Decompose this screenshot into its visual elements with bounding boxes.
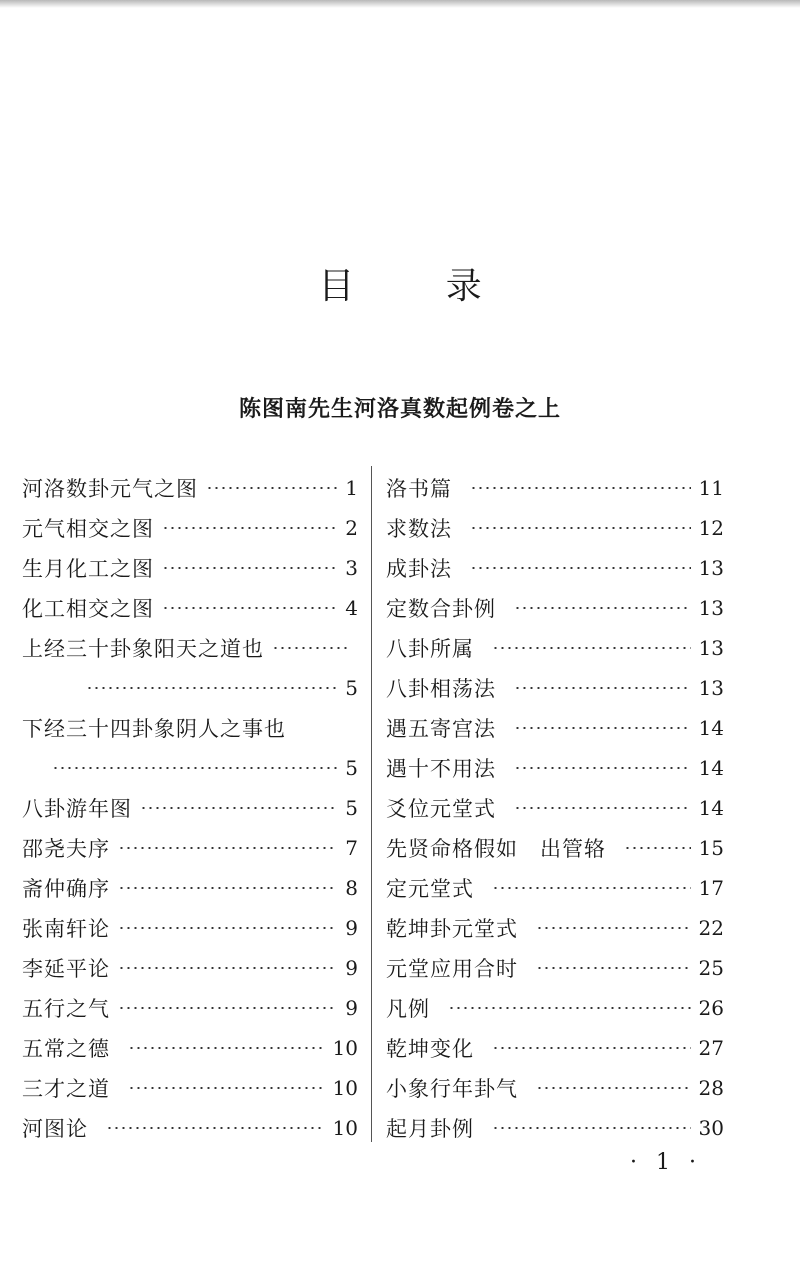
toc-entry-page: 5 xyxy=(345,796,358,820)
toc-entry-continuation[interactable] xyxy=(22,668,358,708)
toc-entry-title: 生月化工之图 xyxy=(22,557,154,581)
toc-entry[interactable] xyxy=(386,1068,724,1108)
toc-entry-title: 元气相交之图 xyxy=(22,517,154,541)
dot-leader xyxy=(118,847,337,849)
toc-entry-title: 元堂应用合时 xyxy=(386,957,518,981)
toc-entry[interactable] xyxy=(22,788,358,828)
toc-entry-title: 小象行年卦气 xyxy=(386,1077,518,1101)
toc-entry-page: 9 xyxy=(345,996,358,1020)
toc-entry[interactable] xyxy=(386,1028,724,1068)
toc-entry-title: 成卦法 xyxy=(386,557,452,581)
toc-entry-title: 河洛数卦元气之图 xyxy=(22,477,198,501)
dot-leader xyxy=(514,607,691,609)
toc-entry[interactable] xyxy=(386,548,724,588)
toc-entry-title: 八卦所属 xyxy=(386,637,474,661)
toc-entry-page: 14 xyxy=(698,716,724,740)
toc-entry-page: 22 xyxy=(698,916,724,940)
dot-leader xyxy=(514,687,691,689)
toc-entry[interactable] xyxy=(386,1108,724,1148)
toc-entry[interactable] xyxy=(386,628,724,668)
toc-entry-page: 2 xyxy=(345,516,358,540)
toc-right-column xyxy=(386,468,724,1148)
toc-entry-page: 17 xyxy=(698,876,724,900)
toc-entry[interactable] xyxy=(22,628,358,668)
toc-entry-page: 13 xyxy=(698,596,724,620)
toc-entry[interactable] xyxy=(22,508,358,548)
toc-entry-continuation[interactable] xyxy=(22,748,358,788)
toc-entry[interactable] xyxy=(22,868,358,908)
page-edge-shadow xyxy=(0,0,800,8)
toc-entry-title: 乾坤卦元堂式 xyxy=(386,917,518,941)
toc-entry-title: 五常之德 xyxy=(22,1037,110,1061)
toc-entry-title: 乾坤变化 xyxy=(386,1037,474,1061)
dot-leader xyxy=(492,1127,691,1129)
toc-entry-page: 26 xyxy=(698,996,724,1020)
toc-entry-title: 斋仲确序 xyxy=(22,877,110,901)
toc-entry-page: 13 xyxy=(698,636,724,660)
toc-entry-title: 凡例 xyxy=(386,997,430,1021)
dot-leader xyxy=(470,567,691,569)
toc-entry-page: 10 xyxy=(332,1036,358,1060)
dot-leader xyxy=(470,527,691,529)
toc-entry[interactable] xyxy=(22,588,358,628)
dot-leader xyxy=(624,847,691,849)
dot-leader xyxy=(162,527,337,529)
toc-entry[interactable] xyxy=(22,468,358,508)
toc-entry[interactable] xyxy=(22,1028,358,1068)
toc-entry-title: 化工相交之图 xyxy=(22,597,154,621)
toc-entry-title: 五行之气 xyxy=(22,997,110,1021)
toc-entry-page: 15 xyxy=(698,836,724,860)
toc-entry-title: 邵尧夫序 xyxy=(22,837,110,861)
toc-entry[interactable] xyxy=(386,508,724,548)
toc-entry-title: 先贤命格假如 出管辂 xyxy=(386,837,606,861)
dot-leader xyxy=(118,887,337,889)
toc-entry-page: 13 xyxy=(698,676,724,700)
toc-entry-page: 10 xyxy=(332,1116,358,1140)
toc-entry-page: 9 xyxy=(345,916,358,940)
toc-entry-page: 14 xyxy=(698,796,724,820)
dot-leader xyxy=(536,927,691,929)
dot-leader xyxy=(206,487,337,489)
toc-entry-title: 张南轩论 xyxy=(22,917,110,941)
toc-entry[interactable] xyxy=(386,908,724,948)
toc-entry-page: 10 xyxy=(332,1076,358,1100)
toc-entry-page: 14 xyxy=(698,756,724,780)
section-title: 陈图南先生河洛真数起例卷之上 xyxy=(238,397,561,422)
dot-leader xyxy=(470,487,691,489)
page-title: 目 录 xyxy=(318,266,522,307)
toc-entry-title: 遇十不用法 xyxy=(386,757,496,781)
toc-entry-page: 1 xyxy=(345,476,358,500)
toc-entry-title: 河图论 xyxy=(22,1117,88,1141)
toc-entry-title: 上经三十卦象阳天之道也 xyxy=(22,637,264,661)
toc-entry-page: 8 xyxy=(345,876,358,900)
toc-entry-page: 12 xyxy=(698,516,724,540)
toc-entry[interactable] xyxy=(22,548,358,588)
dot-leader xyxy=(106,1127,325,1129)
toc-entry[interactable] xyxy=(386,468,724,508)
page-number: · 1 · xyxy=(630,1150,702,1175)
dot-leader xyxy=(118,1007,337,1009)
dot-leader xyxy=(492,647,691,649)
toc-entry[interactable] xyxy=(22,908,358,948)
dot-leader xyxy=(128,1047,325,1049)
toc-entry-title: 洛书篇 xyxy=(386,477,452,501)
toc-entry-title: 定数合卦例 xyxy=(386,597,496,621)
toc-entry[interactable] xyxy=(386,868,724,908)
toc-entry-page: 28 xyxy=(698,1076,724,1100)
toc-entry-page: 30 xyxy=(698,1116,724,1140)
dot-leader xyxy=(492,887,691,889)
dot-leader xyxy=(448,1007,691,1009)
toc-entry-page: 11 xyxy=(698,476,724,500)
toc-entry[interactable] xyxy=(22,1108,358,1148)
dot-leader xyxy=(492,1047,691,1049)
dot-leader xyxy=(514,727,691,729)
toc-entry-title: 爻位元堂式 xyxy=(386,797,496,821)
dot-leader xyxy=(514,807,691,809)
dot-leader xyxy=(514,767,691,769)
toc-entry[interactable] xyxy=(386,668,724,708)
dot-leader xyxy=(118,927,337,929)
toc-entry[interactable] xyxy=(386,588,724,628)
dot-leader xyxy=(118,967,337,969)
toc-entry-title: 下经三十四卦象阴人之事也 xyxy=(22,717,286,741)
toc-entry[interactable] xyxy=(22,988,358,1028)
toc-entry[interactable] xyxy=(386,708,724,748)
toc-entry-title: 李延平论 xyxy=(22,957,110,981)
toc-entry-page: 7 xyxy=(345,836,358,860)
dot-leader xyxy=(162,567,337,569)
dot-leader xyxy=(536,967,691,969)
toc-entry-page: 5 xyxy=(345,676,358,700)
dot-leader xyxy=(536,1087,691,1089)
dot-leader xyxy=(52,767,337,769)
toc-entry[interactable] xyxy=(386,988,724,1028)
dot-leader xyxy=(162,607,337,609)
toc-entry[interactable] xyxy=(22,1068,358,1108)
toc-entry[interactable] xyxy=(386,788,724,828)
toc-entry-page: 4 xyxy=(345,596,358,620)
dot-leader xyxy=(86,687,337,689)
toc-entry[interactable] xyxy=(22,708,358,748)
toc-entry-page: 5 xyxy=(345,756,358,780)
toc-entry-title: 遇五寄宫法 xyxy=(386,717,496,741)
column-divider xyxy=(371,466,372,1142)
toc-entry[interactable] xyxy=(386,748,724,788)
toc-entry-title: 定元堂式 xyxy=(386,877,474,901)
dot-leader xyxy=(272,647,350,649)
toc-entry-title: 八卦游年图 xyxy=(22,797,132,821)
toc-entry-title: 三才之道 xyxy=(22,1077,110,1101)
toc-entry-title: 求数法 xyxy=(386,517,452,541)
toc-entry[interactable] xyxy=(386,948,724,988)
toc-entry-page: 13 xyxy=(698,556,724,580)
toc-entry-title: 八卦相荡法 xyxy=(386,677,496,701)
toc-entry-title: 起月卦例 xyxy=(386,1117,474,1141)
dot-leader xyxy=(140,807,337,809)
toc-entry-page: 27 xyxy=(698,1036,724,1060)
toc-entry[interactable] xyxy=(386,828,724,868)
toc-left-column xyxy=(22,468,358,1148)
toc-entry-page: 9 xyxy=(345,956,358,980)
toc-entry-page: 3 xyxy=(345,556,358,580)
toc-entry-page: 25 xyxy=(698,956,724,980)
toc-entry[interactable] xyxy=(22,828,358,868)
dot-leader xyxy=(128,1087,325,1089)
toc-entry[interactable] xyxy=(22,948,358,988)
